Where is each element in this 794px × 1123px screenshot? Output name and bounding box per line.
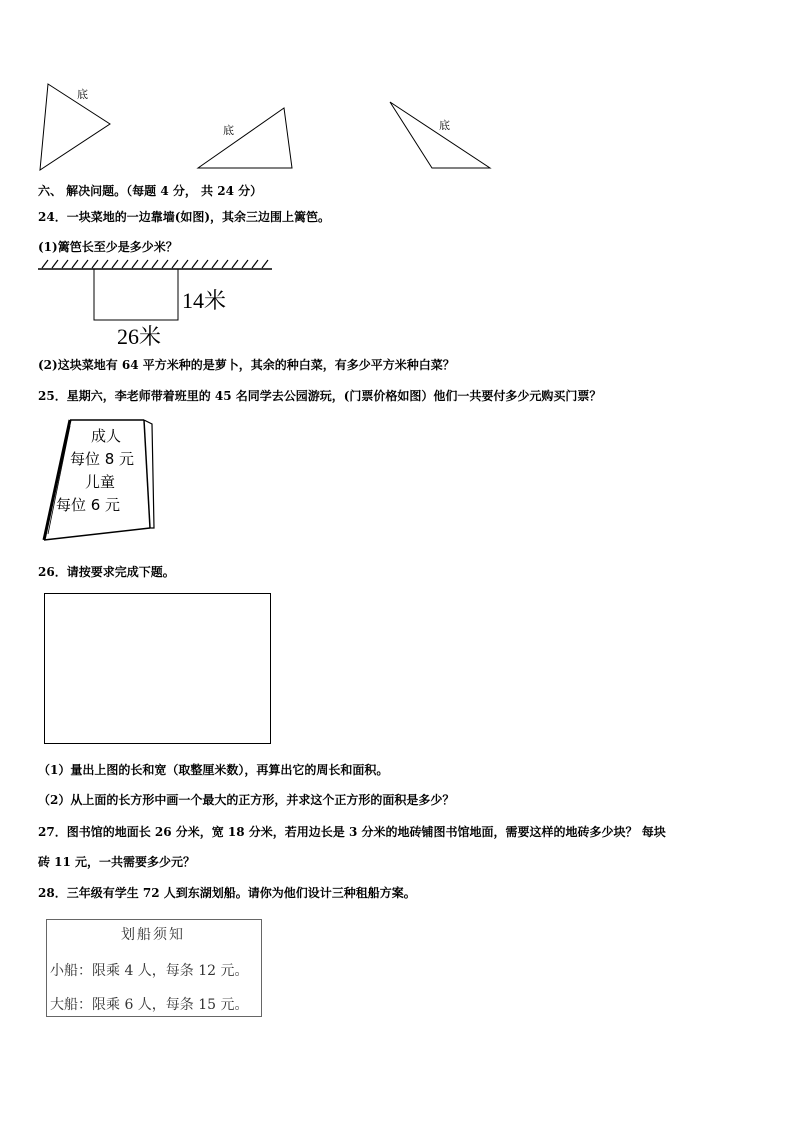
notice-title: 划船须知 [121, 927, 185, 943]
question-28-text: 28．三年级有学生 72 人到东湖划船。请你为他们设计三种租船方案。 [38, 886, 416, 900]
question-27-line2: 砖 11 元，一共需要多少元？ [38, 855, 196, 869]
sign-adult-label: 成人 [90, 427, 121, 445]
sign-adult-price: 每位 8 元 [69, 450, 135, 468]
question-24-sub2: (2)这块菜地有 64 平方米种的是萝卜，其余的种白菜，有多少平方米种白菜？ [38, 358, 455, 372]
small-boat-rule: 小船：限乘 4 人，每条 12 元。 [50, 963, 249, 979]
triangle-figure-1 [36, 82, 116, 174]
big-boat-rule: 大船：限乘 6 人，每条 15 元。 [50, 997, 249, 1013]
sign-child-label: 儿童 [84, 473, 115, 491]
triangle-figure-2 [194, 104, 298, 172]
triangle-2-base-label: 底 [223, 124, 234, 137]
triangle-3-base-label: 底 [439, 119, 450, 132]
question-24-sub1: (1)篱笆长至少是多少米？ [38, 240, 178, 254]
triangle-figure-3 [386, 98, 498, 172]
wall-hatching [42, 260, 268, 268]
plot-bottom-length-label: 26米 [117, 324, 162, 349]
plot-side-length-label: 14米 [182, 288, 227, 313]
question-24-text: 24．一块菜地的一边靠墙(如图)，其余三边围上篱笆。 [38, 210, 331, 224]
vegetable-plot-diagram [38, 258, 278, 324]
question-26-sub2: （2）从上面的长方形中画一个最大的正方形，并求这个正方形的面积是多少？ [38, 793, 455, 807]
plot-fence [94, 269, 178, 320]
sign-child-price: 每位 6 元 [55, 496, 121, 514]
question-27-line1: 27．图书馆的地面长 26 分米，宽 18 分米，若用边长是 3 分米的地砖铺图书馆地面，需要这样的地砖多少块？ 每块 [38, 825, 666, 839]
measurement-rectangle [44, 593, 271, 744]
question-26-sub1: （1）量出上图的长和宽（取整厘米数），再算出它的周长和面积。 [38, 763, 389, 777]
triangle-1-base-label: 底 [77, 88, 88, 101]
question-25-text: 25．星期六，李老师带着班里的 45 名同学去公园游玩，(门票价格如图）他们一共要付多少元购买门票？ [38, 389, 602, 403]
section-heading: 六、 解决问题。（每题 4 分， 共 24 分） [38, 184, 263, 198]
question-26-text: 26．请按要求完成下题。 [38, 565, 175, 579]
